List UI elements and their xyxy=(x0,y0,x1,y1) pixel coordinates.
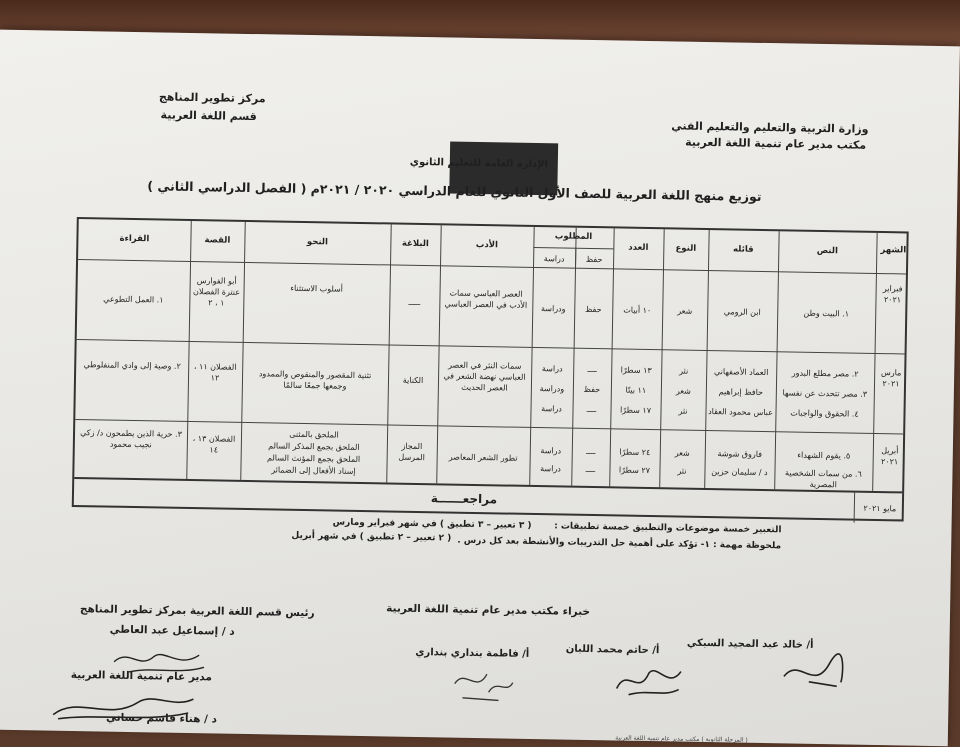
row3-type-2: نثر xyxy=(677,466,687,476)
review-month: مايو ٢٠٢١ xyxy=(863,503,897,514)
row2-qiraa: ٢. وصية إلى وادي المنفلوطي xyxy=(83,360,181,371)
row2-hifz-3: ــــ xyxy=(586,404,597,415)
row2-text-1: ٢. مصر مطلع البدور xyxy=(791,368,859,379)
row2-count-1: ١٣ سطرًا xyxy=(620,365,652,376)
header-count: العدد xyxy=(628,242,649,253)
header-text: النص xyxy=(816,245,838,257)
row3-text-1: ٥. يقوم الشهداء xyxy=(797,450,851,461)
row2-type-3: نثر xyxy=(678,406,688,416)
signature-1 xyxy=(779,651,850,692)
header-required: المطلوب xyxy=(554,231,593,242)
row2-balagha: الكناية xyxy=(402,375,424,386)
row3-qiraa: ٣. حرية الذين يطمحون د/ زكي نجيب محمود xyxy=(80,428,183,450)
row2-dirasa-3: دراسة xyxy=(541,404,562,414)
footer-stamp: ( المرحلة الثانوية ) مكتب مدير عام تنمية اللغة العربية xyxy=(615,734,748,744)
row2-text-2: ٣. مصر تتحدث عن نفسها xyxy=(782,388,868,399)
row2-author-3: عباس محمود العقاد xyxy=(708,407,773,418)
expert-3: أ/ فاطمة بنداري بنداري xyxy=(415,646,530,660)
row2-hifz-2: حفظ xyxy=(583,384,601,395)
row1-month: فبراير ٢٠٢١ xyxy=(882,284,903,305)
notes-line1a: التعبير خمسة موضوعات والتطبيق خمسة تطبيقات : xyxy=(554,521,782,536)
row1-author: ابن الرومي xyxy=(723,307,761,317)
row2-count-3: ١٧ سطرًا xyxy=(619,405,652,416)
row3-dirasa-1: دراسة xyxy=(540,446,562,456)
row3-count-1: ٢٤ سطرًا xyxy=(619,447,651,458)
row1-nahw: أسلوب الاستثناء xyxy=(290,283,344,294)
curriculum-table xyxy=(72,217,909,521)
center-line1: مركز تطوير المناهج xyxy=(158,90,266,106)
row2-hifz-1: ــــ xyxy=(587,364,597,375)
expert-1: أ/ خالد عبد المجيد السبكي xyxy=(686,637,814,651)
notes-line1b: ( ٣ تعبير – ٣ تطبيق ) في شهر فبراير ومارس xyxy=(332,517,532,531)
expert-2: أ/ حاتم محمد اللبان xyxy=(565,643,660,657)
row2-qissa: الفصلان ١١ ، ١٢ xyxy=(193,362,237,383)
row1-qiraa: ١. العمل التطوعي xyxy=(103,294,164,305)
row3-author-2: د / سليمان حزين xyxy=(711,467,768,478)
row1-count: ١٠ أبيات xyxy=(623,305,652,316)
ministry-line2: مكتب مدير عام تنمية اللغة العربية xyxy=(685,135,867,152)
row3-qissa: الفصلان ١٣ ، ١٤ xyxy=(192,434,236,455)
header-balagha: البلاغة xyxy=(401,238,429,250)
row1-hifz: حفظ xyxy=(584,304,602,315)
row3-hifz-1: ــــ xyxy=(586,446,596,457)
review-label: مراجعــــــة xyxy=(430,491,498,507)
row3-nahw-3: الملحق بجمع المؤنث السالم xyxy=(266,453,361,464)
row2-count-2: ١١ بيتًا xyxy=(625,385,647,395)
header-qiraa: القراءة xyxy=(119,233,150,245)
row2-nahw: تثنية المقصور والمنقوص والممدود وجمعها جمعًا سالمًا xyxy=(258,369,372,391)
row1-adab: العصر العباسي سمات الأدب في العصر العباسي xyxy=(444,288,528,310)
signature-3 xyxy=(448,664,519,705)
header-month: الشهر xyxy=(880,245,907,256)
document-page xyxy=(0,30,960,747)
row3-nahw-2: الملحق بجمع المذكر السالم xyxy=(268,441,360,452)
row3-dirasa-2: دراسة xyxy=(540,464,561,474)
signature-2 xyxy=(608,658,689,703)
row2-type-2: شعر xyxy=(675,386,691,396)
row3-nahw-1: الملحق بالمثنى xyxy=(289,429,339,440)
row3-balagha: المجاز المرسل xyxy=(398,441,425,463)
dg-name: د / هناء قاسم حساني xyxy=(105,711,218,726)
head-title: رئيس قسم اللغة العربية بمركز تطوير المناهج xyxy=(79,603,315,620)
header-author: قائله xyxy=(732,244,754,255)
row3-hifz-2: ــــ xyxy=(585,464,596,475)
ministry-line1: وزارة التربية والتعليم والتعليم الفني xyxy=(671,119,869,136)
signature-4 xyxy=(109,644,210,680)
row1-type: شعر xyxy=(677,306,693,316)
row2-author-1: العماد الأصفهاني xyxy=(713,367,769,378)
row3-nahw-4: إسناد الأفعال إلى الضمائر xyxy=(271,465,356,476)
row3-count-2: ٢٧ سطرًا xyxy=(618,465,651,476)
row2-adab: سمات النثر في العصر العباسي نهضة الشعر في العصر الحديث xyxy=(443,360,526,393)
row2-type-1: نثر xyxy=(679,366,689,376)
row1-qissa: أبو الفوارس عنترة الفصلان ١ ، ٢ xyxy=(192,276,241,308)
dg-title: مدير عام تنمية اللغة العربية xyxy=(70,668,213,684)
head-name: د / إسماعيل عبد العاطي xyxy=(109,623,235,638)
row3-month: أبريل ٢٠٢١ xyxy=(880,446,899,467)
header-type: النوع xyxy=(675,243,697,254)
header-nahw: النحو xyxy=(306,237,329,248)
row3-text-2: ٦. من سمات الشخصية المصرية xyxy=(785,468,862,490)
row2-month: مارس ٢٠٢١ xyxy=(880,368,902,389)
notes-line2: ( ٢ تعبير – ٢ تطبيق ) في شهر أبريل xyxy=(291,530,452,544)
page-title: توزيع منهج اللغة العربية للصف الأول الثانوي للعام الدراسي ٢٠٢٠ / ٢٠٢١م ( الفصل الدراسي الثاني ) xyxy=(147,178,762,204)
row1-balagha: ـــــ xyxy=(408,297,421,307)
signature-5 xyxy=(48,685,199,728)
center-line2: قسم اللغة العربية xyxy=(160,108,257,124)
row2-dirasa-2: ودراسة xyxy=(539,384,565,394)
row3-adab: تطور الشعر المعاصر xyxy=(448,452,518,463)
notes-line3: ملحوظة مهمة : ١- تؤكد على أهمية حل التدريبات والأنشطة بعد كل درس . xyxy=(457,535,782,552)
row3-author-1: فاروق شوشة xyxy=(717,449,763,459)
row1-text: ١. البيت وطن xyxy=(803,308,850,319)
row3-type-1: شعر xyxy=(674,448,690,458)
header-qissa: القصة xyxy=(204,235,231,246)
row2-text-3: ٤. الحقوق والواجبات xyxy=(790,408,859,419)
header-dirasa: دراسة xyxy=(543,254,565,264)
row2-dirasa-1: دراسة xyxy=(541,364,563,374)
row2-author-2: حافظ إبراهيم xyxy=(718,387,764,397)
header-adab: الأدب xyxy=(475,239,499,251)
admin-line: الإدارة العامة للتعليم الثانوي xyxy=(409,156,549,171)
experts-title: خبراء مكتب مدير عام تنمية اللغة العربية xyxy=(386,602,591,619)
header-hifz: حفظ xyxy=(585,254,603,265)
row1-dirasa: ودراسة xyxy=(540,304,566,314)
